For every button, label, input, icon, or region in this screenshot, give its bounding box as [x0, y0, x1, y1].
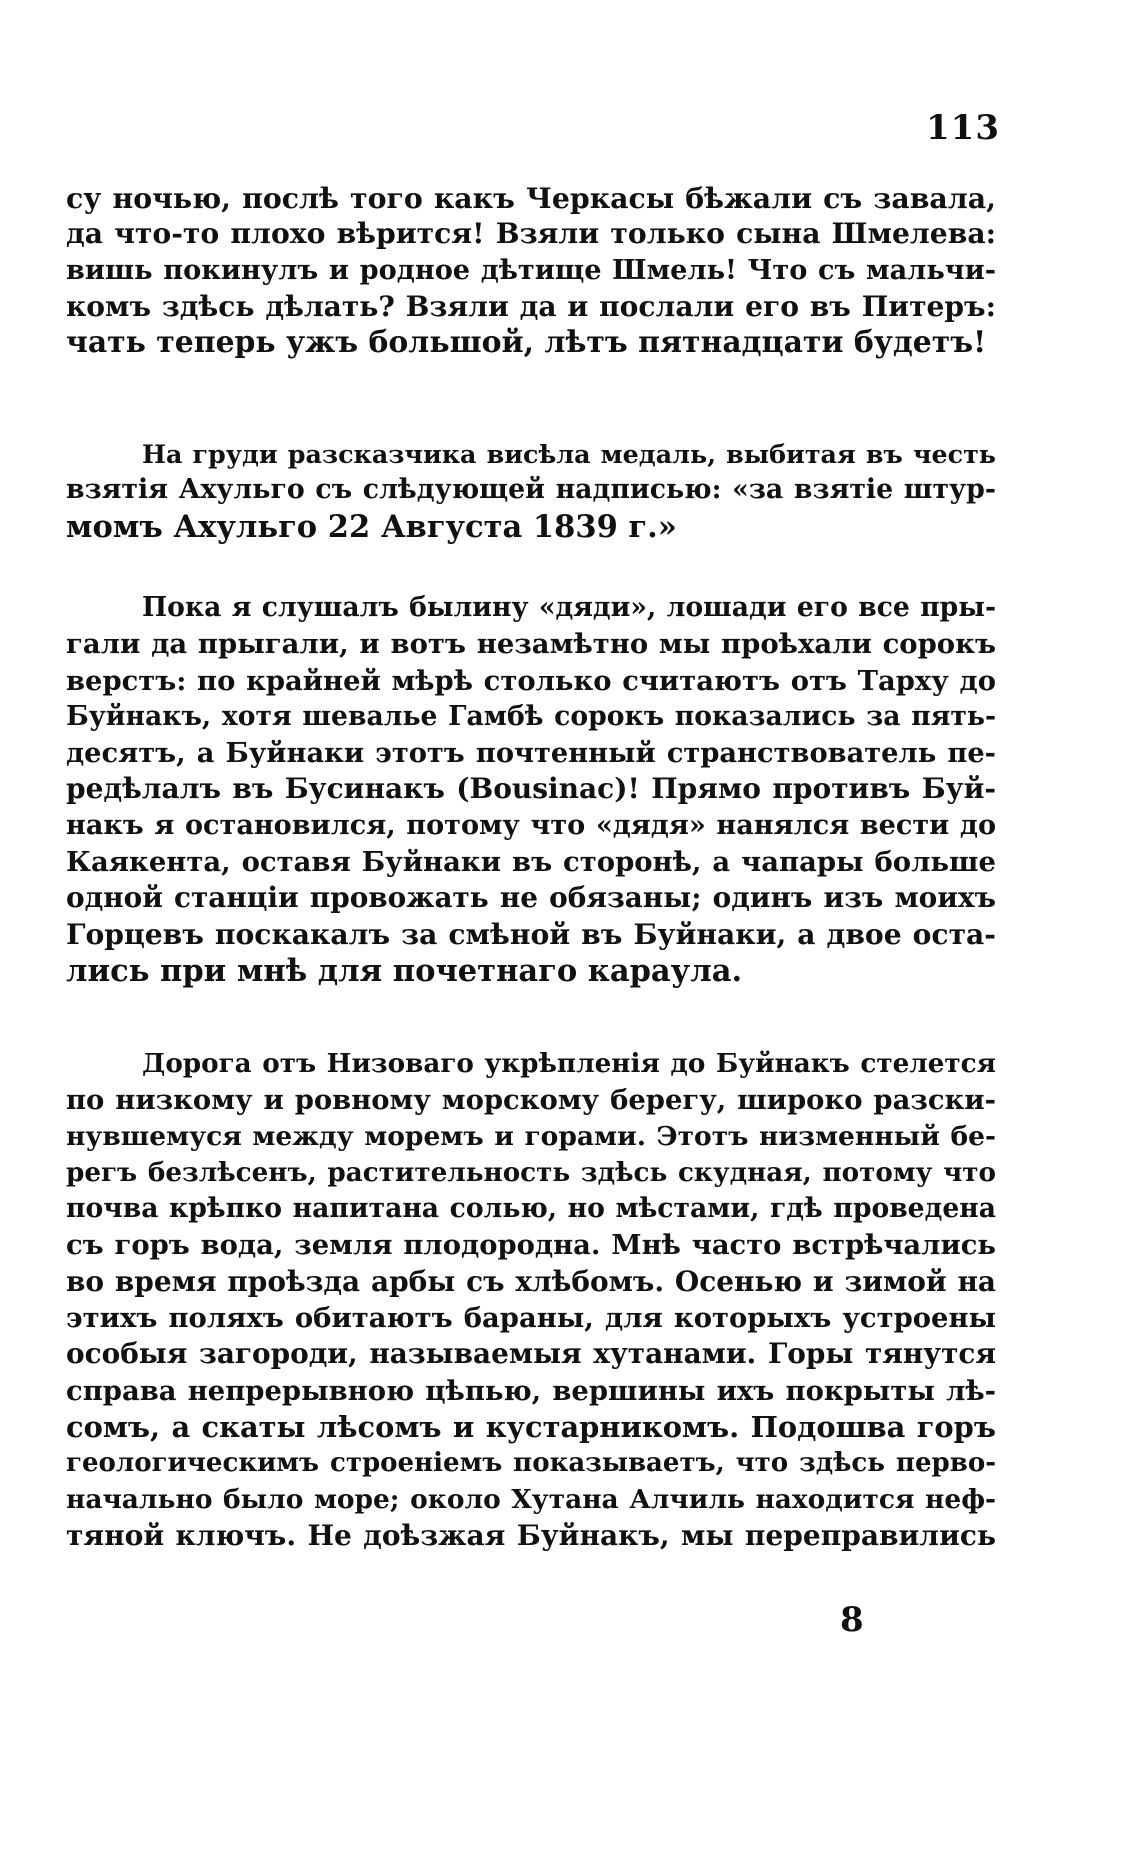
text-line: накъ я остановился, потому что «дядя» нанялся вести до — [66, 809, 996, 841]
text-line: этихъ поляхъ обитаютъ бараны, для которыхъ устроены — [66, 1302, 996, 1335]
text-line: во время проѣзда арбы съ хлѣбомъ. Осенью и зимой на — [66, 1264, 996, 1298]
paragraph-1 — [66, 180, 996, 361]
text-line: сомъ, а скаты лѣсомъ и кустарникомъ. Подошва горъ — [66, 1409, 996, 1444]
text-line: да что-то плохо вѣрится! Взяли только сына Шмелева: — [66, 217, 996, 251]
page-number: 113 — [926, 108, 1000, 148]
text-line: регъ безлѣсенъ, растительность здѣсь скудная, потому что — [66, 1156, 996, 1188]
text-line: вишь покинулъ и родное дѣтище Шмель! Что съ мальчи- — [66, 254, 996, 286]
text-line: геологическимъ строеніемъ показываетъ, что здѣсь перво- — [66, 1448, 996, 1479]
text-line: съ горъ вода, земля плодородна. Мнѣ часто встрѣчались — [66, 1229, 996, 1262]
text-line: лись при мнѣ для почетнаго караула. — [66, 952, 743, 989]
text-line: взятія Ахульго съ слѣдующей надписью: «за взятіе штур- — [66, 474, 996, 506]
text-line: одной станціи провожать не обязаны; одинъ изъ моихъ — [66, 881, 996, 915]
text-line: Буйнакъ, хотя шевалье Гамбѣ сорокъ показались за пять- — [66, 700, 996, 732]
paragraph-4 — [66, 1046, 996, 1554]
text-line: комъ здѣсь дѣлать? Взяли да и послали его въ Питеръ: — [66, 289, 996, 323]
text-line: Каякента, оставя Буйнаки въ сторонѣ, а чапары больше — [66, 846, 996, 879]
text-line: На груди разсказчика висѣла медаль, выбитая въ честь — [142, 439, 996, 469]
text-line: су ночью, послѣ того какъ Черкасы бѣжали съ завала, — [66, 181, 996, 215]
text-line: начально было море; около Хутана Алчиль находится неф- — [66, 1483, 996, 1515]
paragraph-2 — [66, 436, 996, 545]
text-line: особыя загороди, называемыя хутанами. Горы тянутся — [66, 1337, 996, 1371]
text-line: по низкому и ровному морскому берегу, широко разски- — [66, 1084, 996, 1117]
text-line: Горцевъ поскакалъ за смѣной въ Буйнаки, а двое оста- — [66, 917, 996, 951]
text-line: нувшемуся между моремъ и горами. Этотъ низменный бе- — [66, 1120, 996, 1152]
text-line: редѣлалъ въ Бусинакъ (Bousinac)! Прямо противъ Буй- — [66, 772, 996, 806]
text-line: Пока я слушалъ былину «дяди», лошади его все пры- — [142, 592, 996, 623]
text-line: момъ Ахульго 22 Августа 1839 г.» — [66, 508, 677, 545]
text-line: тяной ключъ. Не доѣзжая Буйнакъ, мы переправились — [66, 1518, 996, 1552]
text-line: чать теперь ужъ большой, лѣтъ пятнадцати будетъ! — [66, 325, 987, 361]
text-line: верстъ: по крайней мѣрѣ столько считаютъ отъ Тарху до — [66, 664, 996, 697]
text-line: справа непрерывною цѣпью, вершины ихъ покрыты лѣ- — [66, 1374, 996, 1407]
paragraph-3 — [66, 590, 996, 989]
text-line: почва крѣпко напитана солью, но мѣстами, гдѣ проведена — [66, 1193, 996, 1225]
text-line: Дорога отъ Низоваго укрѣпленія до Буйнакъ стелется — [142, 1048, 996, 1079]
signature-mark: 8 — [840, 1600, 864, 1640]
text-line: десятъ, а Буйнаки этотъ почтенный странствователь пе- — [66, 737, 996, 770]
text-line: гали да прыгали, и вотъ незамѣтно мы проѣхали сорокъ — [66, 628, 996, 661]
